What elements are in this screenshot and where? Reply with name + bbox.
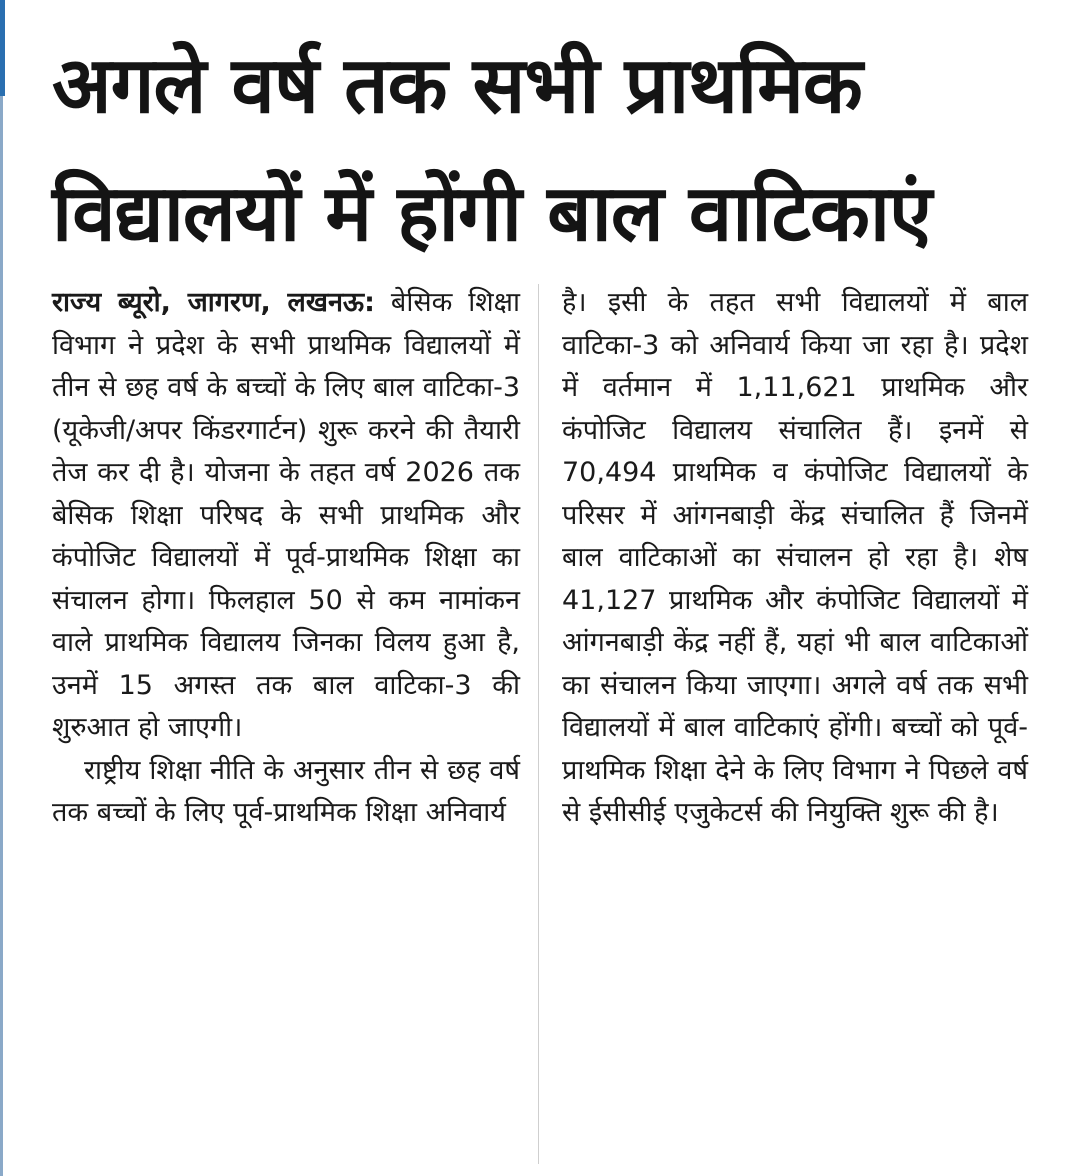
headline xyxy=(52,22,1052,278)
article-paragraph-2-continued: है। इसी के तहत सभी विद्यालयों में बाल वाटिका-3 को अनिवार्य किया जा रहा है। प्रदेश में वर्तमान में 1,11,621 प्राथमिक और कंपोजिट विद्यालय संचालित हैं। इनमें से 70,494 प्राथमिक व कंपोजिट विद्यालयों के परिसर में आंगनबाड़ी केंद्र संचालित हैं जिनमें बाल वाटिकाओं का संचालन हो रहा है। शेष 41,127 प्राथमिक और कंपोजिट विद्यालयों में आंगनबाड़ी केंद्र नहीं हैं, यहां भी बाल वाटिकाओं का संचालन किया जाएगा। अगले वर्ष तक सभी विद्यालयों में बाल वाटिकाएं होंगी। बच्चों को पूर्व-प्राथमिक शिक्षा देने के लिए विभाग ने पिछले वर्ष से ईसीसीई एजुकेटर्स की नियुक्ति शुरू की है। xyxy=(562,287,1028,828)
paragraph-1-body: बेसिक शिक्षा विभाग ने प्रदेश के सभी प्राथमिक विद्यालयों में तीन से छह वर्ष के बच्चों के लिए बाल वाटिका-3 (यूकेजी/अपर किंडरगार्टन) शुरू करने की तैयारी तेज कर दी है। योजना के तहत वर्ष 2026 तक बेसिक शिक्षा परिषद के सभी प्राथमिक और कंपोजिट विद्यालयों में पूर्व-प्राथमिक शिक्षा का संचालन होगा। फिलहाल 50 से कम नामांकन वाले प्राथमिक विद्यालय जिनका विलय हुआ है, उनमें 15 अगस्त तक बाल वाटिका-3 की शुरुआत हो जाएगी। xyxy=(52,287,520,743)
left-accent-bar xyxy=(0,0,5,96)
article-column-right xyxy=(562,282,1028,835)
left-edge-rule xyxy=(0,96,3,1176)
headline-line-1: अगले वर्ष तक सभी प्राथमिक xyxy=(52,41,862,131)
article-paragraph-1 xyxy=(52,282,520,750)
headline-line-2: विद्यालयों में होंगी बाल वाटिकाएं xyxy=(52,169,932,259)
article-paragraph-2-start: राष्ट्रीय शिक्षा नीति के अनुसार तीन से छह वर्ष तक बच्चों के लिए पूर्व-प्राथमिक शिक्षा अनिवार्य xyxy=(52,754,520,828)
article-column-left xyxy=(52,282,520,835)
byline: राज्य ब्यूरो, जागरण, लखनऊ: xyxy=(52,287,375,318)
column-divider xyxy=(538,284,539,1164)
